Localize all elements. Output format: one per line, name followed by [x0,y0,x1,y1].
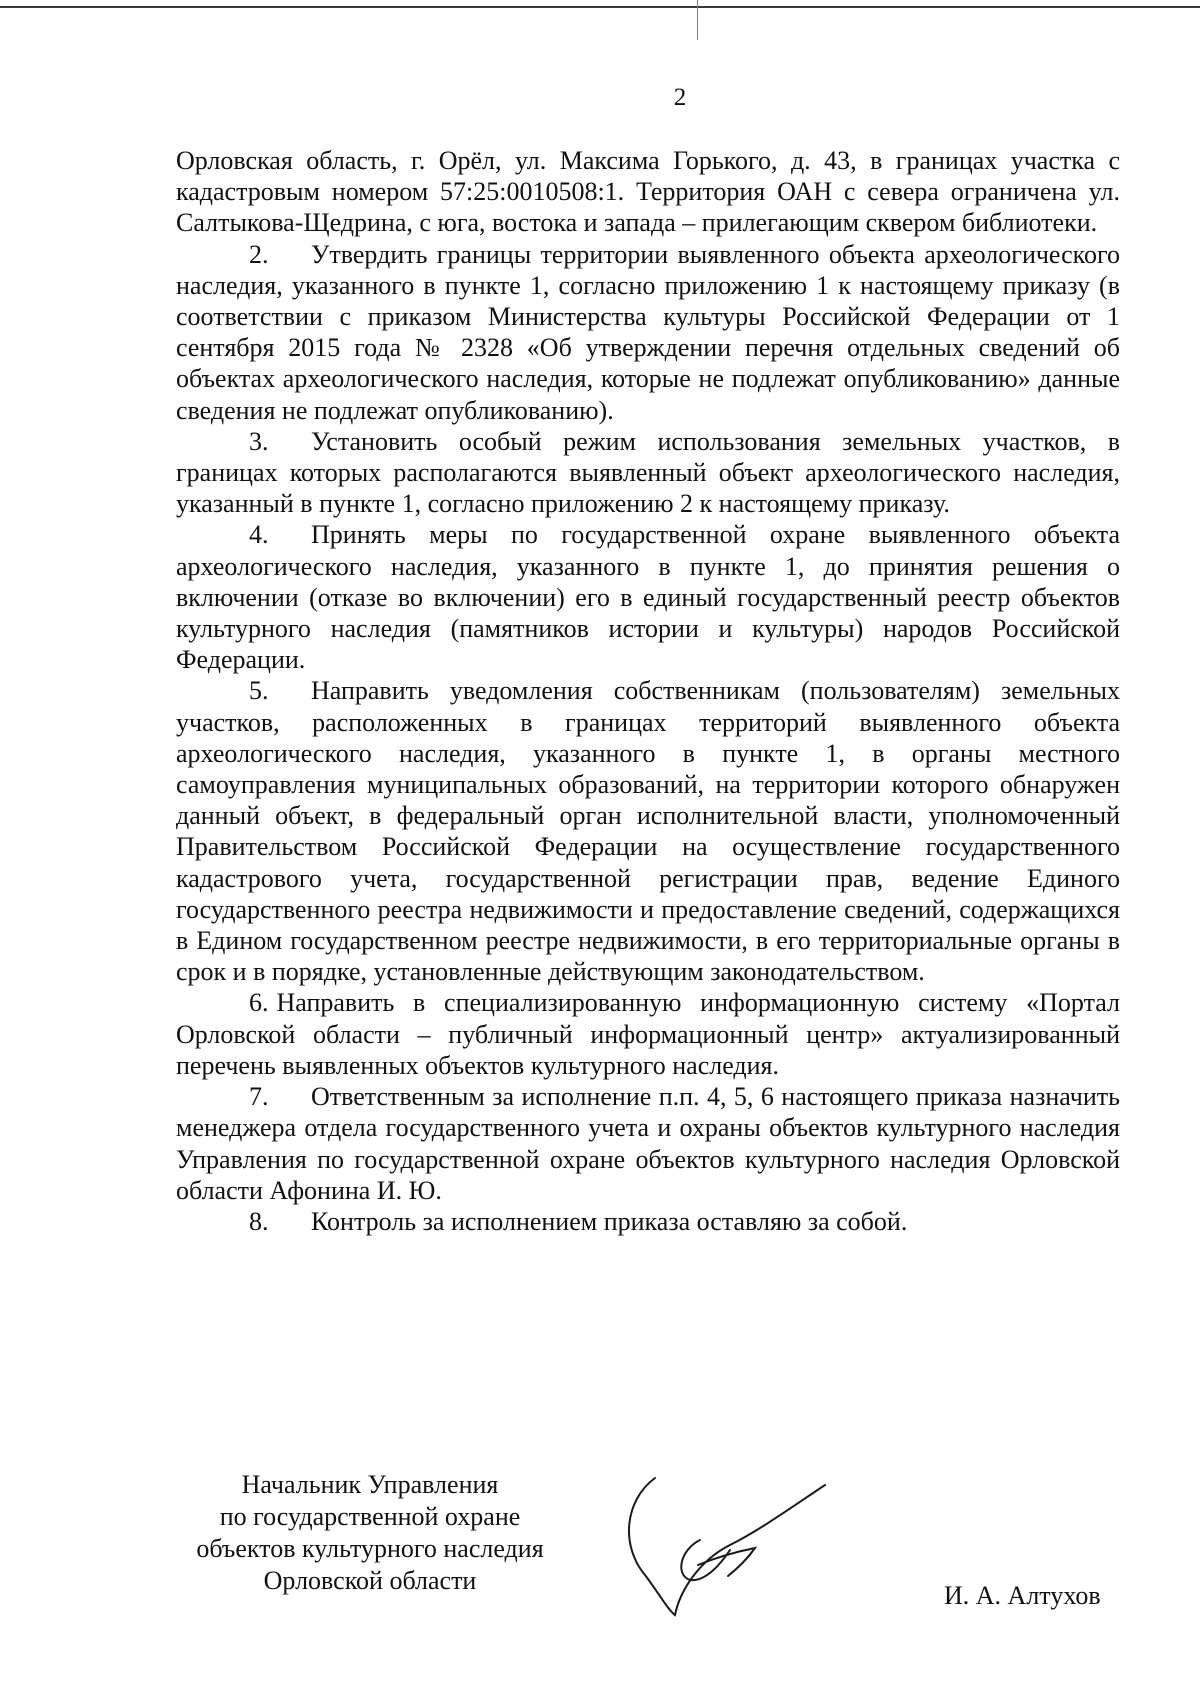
item-6 [176,987,1120,1081]
intro-paragraph: Орловская область, г. Орёл, ул. Максима Горького, д. 43, в границах участка с кадастровым номером 57:25:0010508:1. Территория ОАН с севера ограничена ул. Салтыкова-Щедрина, с юга, востока и запада – прилегающим сквером библиотеки. [176,146,1120,238]
item-number: 8. [249,1206,269,1236]
item-text: Контроль за исполнением приказа оставляю за собой. [311,1206,908,1236]
scan-top-border [0,6,1200,8]
item-text: Ответственным за исполнение п.п. 4, 5, 6 настоящего приказа назначить менеджера отдела государственного учета и охраны объектов культурного наследия Управления по государственной охране объектов культурного наследия Орловской области Афонина И. Ю. [176,1082,1120,1205]
item-8 [176,1206,1120,1237]
position-line: по государственной охране [219,1502,521,1531]
item-number: 7. [249,1082,269,1112]
item-number: 2. [249,239,269,269]
item-number: 4. [249,520,269,550]
scan-fold-mark [697,0,698,40]
item-number: 3. [249,426,269,456]
document-body [176,145,1120,1237]
item-text: Установить особый режим использования земельных участков, в границах которых располагаются выявленный объект археологического наследия, указанный в пункте 1, согласно приложению 2 к настоящему приказу. [176,426,1120,519]
item-4 [176,519,1120,675]
item-3 [176,426,1120,520]
item-text: Утвердить границы территории выявленного объекта археологического наследия, указанного в пункте 1, согласно приложению 1 к настоящему приказу (в соответствии с приказом Министерства культуры Российской Федерации от 1 сентября 2015 года № 2328 «Об утверждении перечня отдельных сведений об объектах археологического наследия, которые не подлежат опубликованию» данные сведения не подлежат опубликованию). [176,239,1120,425]
item-7 [176,1081,1120,1206]
signatory-name: И. А. Алтухов [944,1581,1101,1610]
signatory-position [170,1469,570,1597]
position-line: Начальник Управления [241,1470,499,1499]
position-line: объектов культурного наследия [196,1534,544,1563]
item-5 [176,675,1120,987]
item-text: Принять меры по государственной охране выявленного объекта археологического наследия, указанного в пункте 1, до принятия решения о включении (отказе во включении) его в единый государственный реестр объектов культурного наследия (памятников истории и культуры) народов Российской Федерации. [176,520,1120,675]
item-number: 5. [249,676,269,706]
handwritten-signature [620,1470,840,1620]
position-line: Орловской области [263,1566,477,1595]
item-2 [176,239,1120,426]
item-number: 6. [249,988,269,1018]
page-number: 2 [673,84,687,111]
item-text: Направить уведомления собственникам (пользователям) земельных участков, расположенных в границах территорий выявленного объекта археологического наследия, указанного в пункте 1, в органы местного самоуправления муниципальных образований, на территории которого обнаружен данный объект, в федеральный орган исполнительной власти, уполномоченный Правительством Российской Федерации на осуществление государственного кадастрового учета, государственной регистрации прав, ведение Единого государственного реестра недвижимости и предоставление сведений, содержащихся в Едином государственном реестре недвижимости, в его территориальные органы в срок и в порядке, установленные действующим законодательством. [176,676,1120,987]
item-text: Направить в специализированную информационную систему «Портал Орловской области – публичный информационный центр» актуализированный перечень выявленных объектов культурного наследия. [176,988,1120,1080]
